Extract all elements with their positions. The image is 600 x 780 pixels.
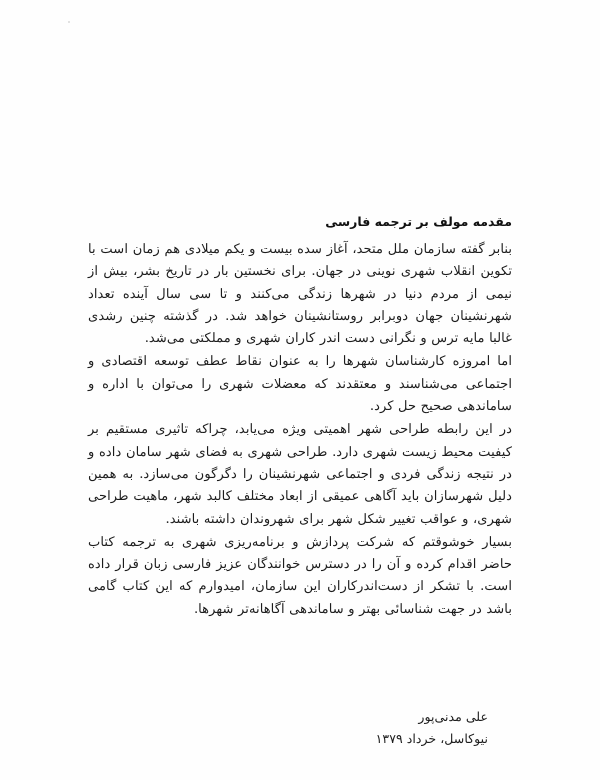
paragraph-2: اما امروزه کارشناسان شهرها را به عنوان نقاط عطف توسعه اقتصادی و اجتماعی می‌شناسند و معتقدند که معضلات شهری را می‌توان با اداره و ساماندهی صحیح حل کرد.: [88, 354, 512, 415]
signature-author-name: علی مدنی‌پور: [418, 709, 488, 724]
signature-place-date: نیوکاسل، خرداد ۱۳۷۹: [375, 731, 488, 746]
scan-artifact-speck: [68, 21, 70, 23]
paragraph-3: در این رابطه طراحی شهر اهمیتی ویژه می‌یابد، چراکه تاثیری مستقیم بر کیفیت محیط زیست شهری دارد. طراحی شهری به فضای شهر سامان داده و در نتیجه زندگی فردی و اجتماعی شهرنشینان را دگرگون می‌سازد. به همین دلیل شهرسازان باید آگاهی عمیقی از ابعاد مختلف کالبد شهر، ماهیت طراحی شهری، و عواقب تغییر شکل شهر برای شهروندان داشته باشند.: [88, 422, 512, 527]
signature-block: [376, 706, 512, 750]
section-heading: مقدمه مولف بر ترجمه فارسی: [325, 214, 512, 229]
paragraph-4: بسیار خوشوقتم که شرکت پردازش و برنامه‌ریزی شهری به ترجمه کتاب حاضر اقدام کرده و آن را در دسترس خوانندگان عزیز فارسی زبان قرار داده است. با تشکر از دست‌اندرکاران این سازمان، امیدوارم که این کتاب گامی باشد در جهت شناسائی بهتر و ساماندهی آگاهانه‌تر شهرها.: [88, 534, 512, 617]
paragraph-1: بنابر گفته سازمان ملل متحد، آغاز سده بیست و یکم میلادی هم زمان است با تکوین انقلاب شهری نوینی در جهان. برای نخستین بار در تاریخ بشر، بیش از نیمی از مردم دنیا در شهرها زندگی می‌کنند و تا سی سال آینده تعداد شهرنشینان جهان دوبرابر روستانشینان خواهد شد. در گذشته چنین رشدی غالبا مایه ترس و نگرانی دست اندر کاران شهری و مملکتی می‌شد.: [88, 242, 512, 347]
document-text-block: [88, 212, 512, 622]
